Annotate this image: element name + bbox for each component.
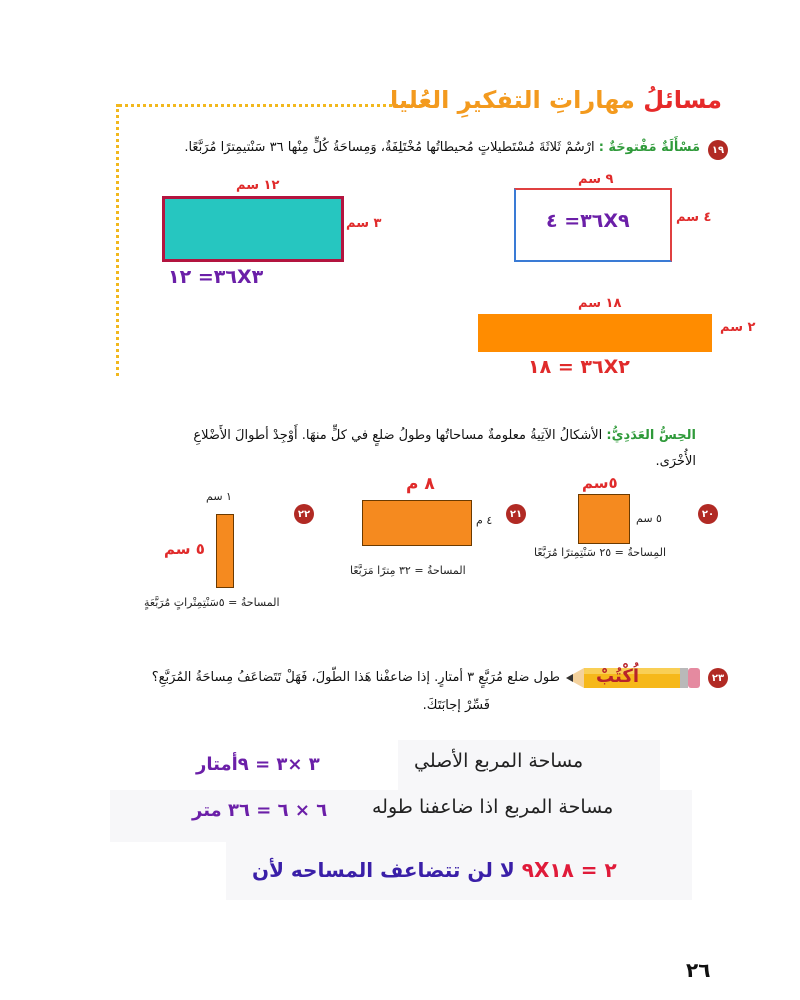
problem-21-given-side: ٤ م [476, 514, 493, 527]
problem-21-answer: ٨ م [406, 474, 435, 494]
problem-19-number: ١٩ [708, 140, 728, 160]
problem-22-area: المساحةُ = ٥سَنْتِمِتْراتٍ مُرَبَّعَةٍ [144, 596, 280, 609]
rect2-equation: ٣٦= ٤X٩ [546, 210, 630, 232]
problem-20-answer: ٥سم [582, 474, 618, 492]
rect1-shape [162, 196, 344, 262]
problem-21-number: ٢١ [506, 504, 526, 524]
problem-23-text-line2: فَسِّرْ إجابَتَكَ. [422, 698, 490, 713]
answer-conclusion-text: لا لن تتضاعف المساحه لأن [252, 858, 515, 882]
problem-22-answer: ٥ سم [164, 540, 205, 558]
page-number: ٢٦ [686, 958, 711, 982]
number-sense-label: الحِسُّ العَدَدِيُّ: [606, 428, 696, 443]
answer-row2-label: مساحة المربع اذا ضاعفنا طوله [372, 796, 614, 818]
answer-row2-equation: ٦ × ٦ = ٣٦ متر [192, 800, 328, 821]
answer-conclusion-equation: ٩X٢ = ١٨ [521, 858, 617, 882]
problem-20-number: ٢٠ [698, 504, 718, 524]
rect1-equation: ٣٦= ١٢X٣ [168, 266, 264, 288]
problem-19-text [184, 140, 700, 155]
problem-21-rectangle [362, 500, 472, 546]
problem-19-instruction: ارْسُمْ ثَلاثَةَ مُسْتَطيلاتٍ مُحيطاتُها مُخْتَلِفَةٌ، وَمِساحَةُ كُلٍّ مِنْها ٣٦ سَنْتيمِترًا مُرَبَّعًا. [184, 140, 595, 155]
problem-19-label: مَسْأَلَةٌ مَفْتوحَةٌ : [598, 140, 700, 155]
rect3-side-label: ٢ سم [720, 320, 756, 335]
left-dotted-line [116, 104, 119, 376]
write-label: اُكْتُبْ [596, 666, 640, 687]
rect1-side-label: ٣ سم [346, 216, 382, 231]
header-dotted-line [118, 104, 430, 107]
problem-22-given-side: ١ سم [206, 490, 232, 503]
rect1-top-label: ١٢ سم [236, 178, 280, 193]
rect3-shape [478, 314, 712, 352]
problem-23-text-line1: طول ضلع مُرَبَّعٍ ٣ أمتارٍ. إذا ضاعفْنا هَذا الطّولَ، فَهَلْ تَتَضاعَفُ مِساحَةُ المُرَبَّعِ؟ [151, 670, 560, 685]
rect3-equation: ٣٦ = ١٨X٢ [528, 356, 630, 378]
problem-20-square [578, 494, 630, 544]
number-sense-line2: الأُخْرَى. [655, 454, 696, 469]
rect2-side-label: ٤ سم [676, 210, 712, 225]
section-title-part1: مسائلُ [643, 86, 722, 114]
answer-row1-equation: ٣ ×٣ = ٩أمتار [196, 754, 320, 775]
section-title [390, 86, 722, 114]
problem-21-area: المساحةُ = ٣٢ مِترًا مَرَبَّعًا [350, 564, 466, 577]
number-sense-text: الأشكالُ الآتِيةُ معلومةٌ مساحاتُها وطولُ ضلعٍ في كلٍّ منهَا. أَوْجِدْ أطوالَ الأَضْلاعِ [193, 428, 603, 443]
rect3-top-label: ١٨ سم [578, 296, 622, 311]
number-sense-line1 [193, 428, 696, 443]
problem-23-number: ٢٣ [708, 668, 728, 688]
problem-20-area: المِساحةُ = ٢٥ سَنْتِمِترًا مُرَبَّعًا [534, 546, 667, 559]
section-title-part2: مهاراتِ التفكيرِ العُليا [389, 86, 635, 114]
answer-conclusion [252, 858, 617, 882]
problem-22-rectangle [216, 514, 234, 588]
problem-22-number: ٢٢ [294, 504, 314, 524]
problem-20-given-side: ٥ سم [636, 512, 662, 525]
rect2-top-label: ٩ سم [578, 172, 614, 187]
answer-row1-label: مساحة المربع الأصلي [414, 750, 584, 772]
